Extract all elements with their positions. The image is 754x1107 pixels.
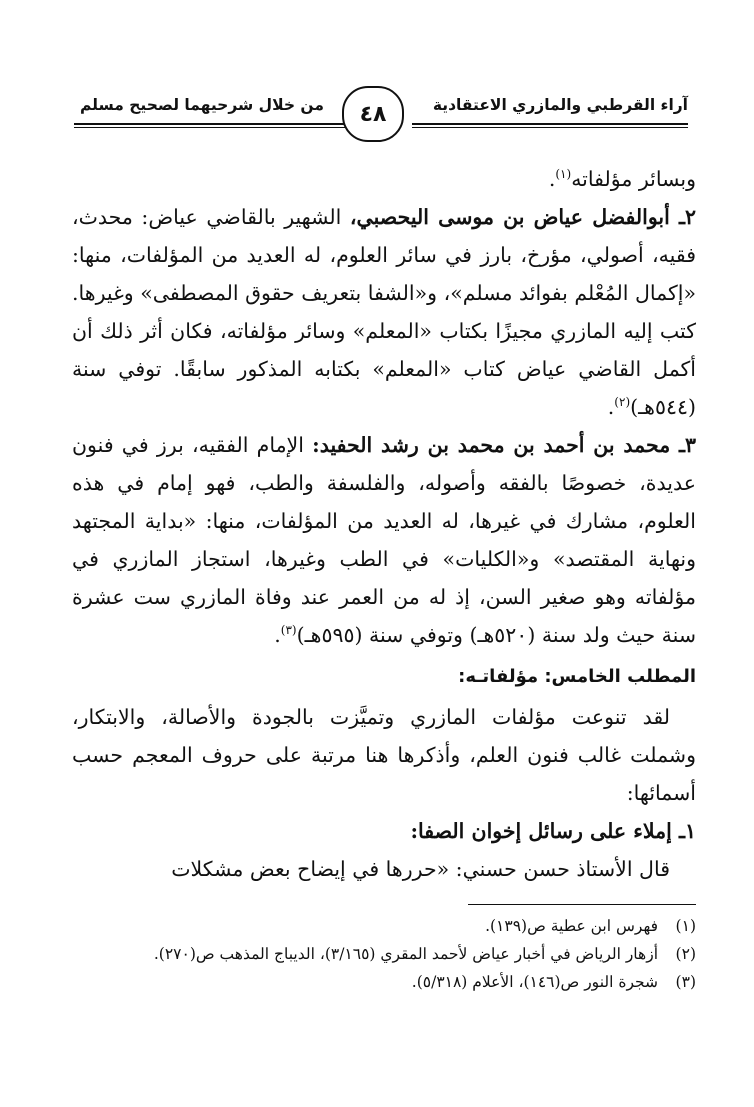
paragraph-end: . <box>274 623 281 647</box>
footnote-number: (٣) <box>675 973 696 991</box>
footnote-number: (١) <box>675 917 696 935</box>
entry-heading: ٣ـ محمد بن أحمد بن محمد بن رشد الحفيد: <box>312 433 697 457</box>
footnotes <box>72 912 696 996</box>
footnote-ref: (٢) <box>614 395 631 410</box>
header-rule-left <box>74 123 354 128</box>
entry-text: الإمام الفقيه، برز في فنون عديدة، خصوصًا بالفقه وأصوله، والفلسفة والطب، فهو إمام في هذه العلوم، مشارك في غيرها، له العديد من المؤلفات، منها: «بداية المجتهد ونهاية المقتصد» و«الكليات» في الطب وغيرها، استجاز المازري في مؤلفاته وهو صغير السن، إذ له من العمر عند وفاة المازري ست عشرة سنة حيث ولد سنة (٥٢٠هـ) وتوفي سنة (٥٩٥هـ) <box>72 433 696 647</box>
footnote-item <box>72 940 696 968</box>
header-rule-right <box>412 123 688 128</box>
section-title: المطلب الخامس: مؤلفاتـه: <box>458 666 696 687</box>
footnote-text: شجرة النور ص(١٤٦)، الأعلام (٥/٣١٨). <box>411 973 658 991</box>
paragraph-end: . <box>607 395 615 419</box>
paragraph-end: . <box>548 167 556 191</box>
paragraph-text: لقد تنوعت مؤلفات المازري وتميَّزت بالجودة والأصالة، والابتكار، وشملت غالب فنون العلم، وأذكرها هنا مرتبة على حروف المعجم حسب أسمائها: <box>72 705 696 805</box>
paragraph-text: قال الأستاذ حسن حسني: «حررها في إيضاح بعض مشكلات <box>171 857 670 881</box>
footnote-text: أزهار الرياض في أخبار عياض لأحمد المقري (٣/١٦٥)، الديباج المذهب ص(٢٧٠). <box>153 945 658 963</box>
footnote-text: فهرس ابن عطية ص(١٣٩). <box>485 917 658 935</box>
header-book-title: آراء القرطبي والمازري الاعتقادية <box>432 96 688 114</box>
page-number: ٤٨ <box>359 101 387 127</box>
paragraph-text: وبسائر مؤلفاته <box>571 167 696 191</box>
footnote-number: (٢) <box>675 945 696 963</box>
footnote-separator <box>468 904 696 905</box>
footnote-ref: (١) <box>555 167 572 182</box>
page-body <box>72 160 696 888</box>
paragraph-intro-works <box>72 698 696 812</box>
paragraph-continuation <box>72 160 696 198</box>
paragraph-ibn-rushd <box>72 426 696 654</box>
work-item-heading: ١ـ إملاء على رسائل إخوان الصفا: <box>410 819 696 843</box>
page-number-badge <box>342 86 404 142</box>
paragraph-qadi-iyad <box>72 198 696 426</box>
footnote-ref: (٣) <box>280 623 297 638</box>
entry-heading: ٢ـ أبوالفضل عياض بن موسى اليحصبي، <box>349 205 697 229</box>
header-book-subtitle: من خلال شرحيهما لصحيح مسلم <box>80 96 324 114</box>
paragraph-quote <box>72 850 696 888</box>
entry-text: الشهير بالقاضي عياض: محدث، فقيه، أصولي، مؤرخ، بارز في سائر العلوم، له العديد من المؤلفات، منها: «إكمال المُعْلم بفوائد مسلم»، و«الشفا بتعريف حقوق المصطفى» وغيرها. كتب إليه المازري مجيزًا بكتاب «المعلم» وسائر مؤلفاته، فكان أثر ذلك أن أكمل القاضي عياض كتاب «المعلم» بكتابه المذكور سابقًا. توفي سنة (٥٤٤هـ) <box>72 205 696 419</box>
footnote-item <box>72 912 696 940</box>
running-header <box>74 84 688 154</box>
footnote-item <box>72 968 696 996</box>
